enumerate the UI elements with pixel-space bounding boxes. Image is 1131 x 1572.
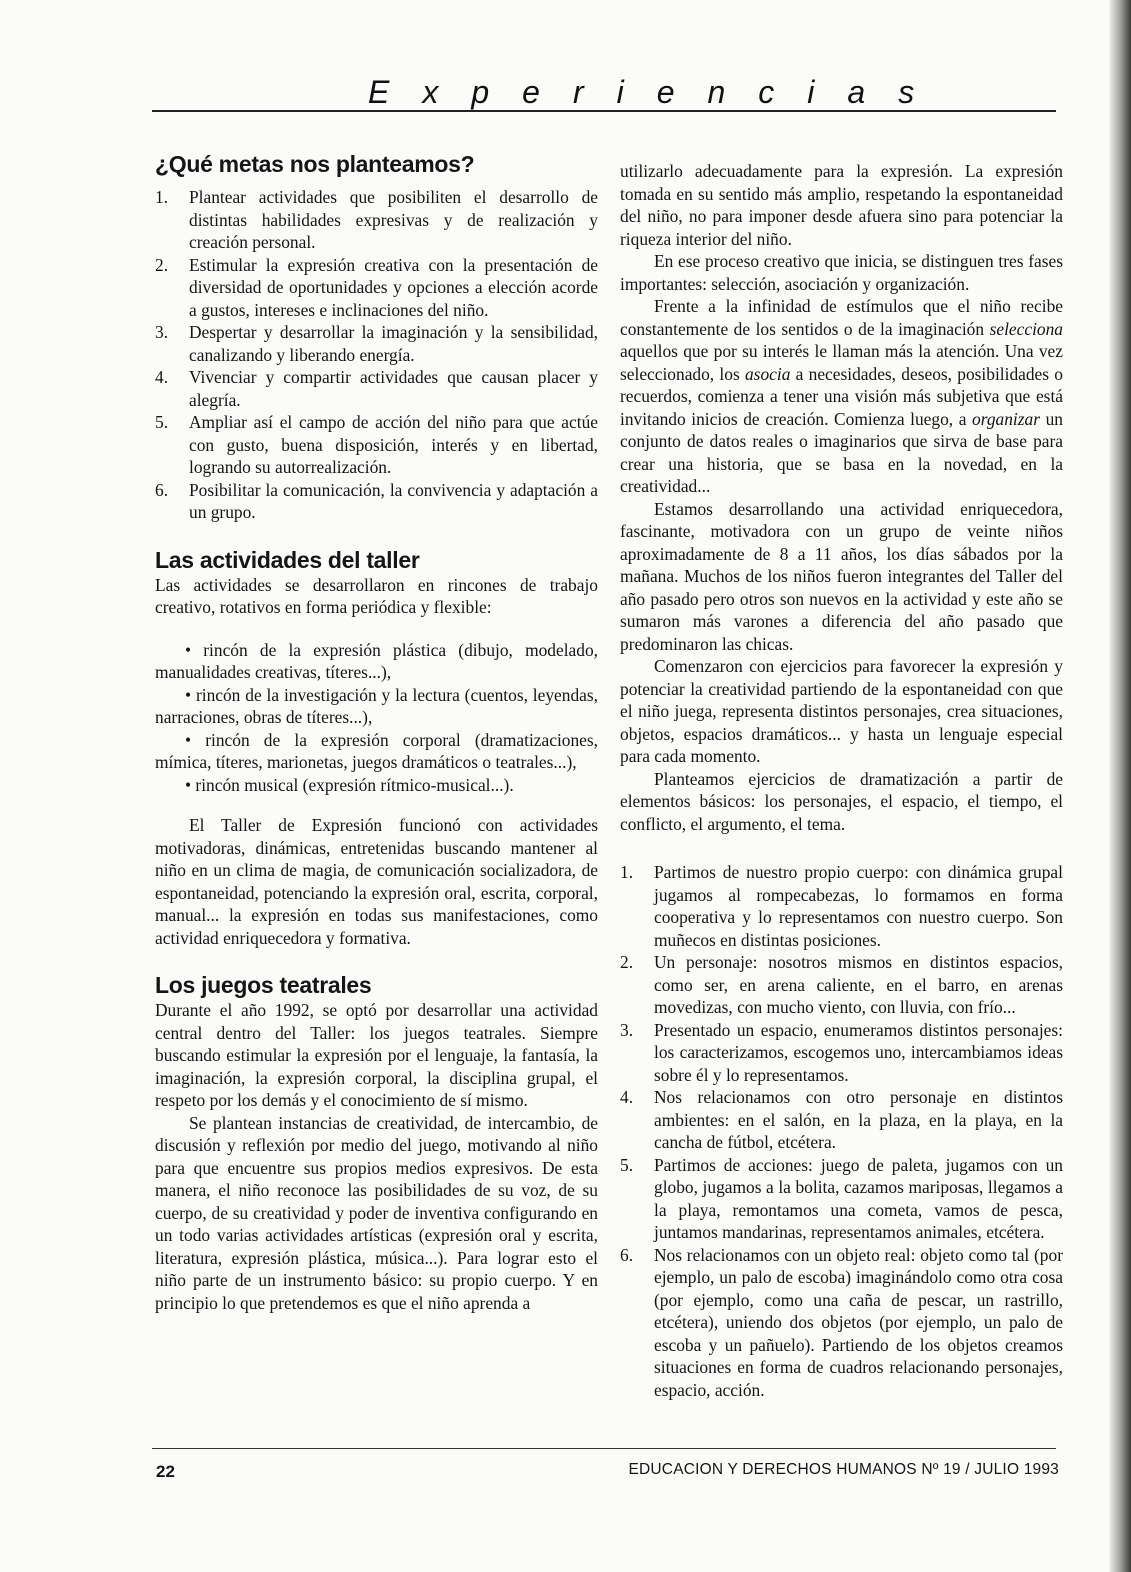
exercise-number: 2. [620, 952, 634, 972]
stimuli-text: un conjunto de datos reales o imaginarios que sirva de base para crear una historia, que se basa en la novedad, en la creatividad... [620, 408, 1063, 496]
goal-text: Ampliar así el campo de acción del niño para que actúe con gusto, buena disposición, interés y en libertad, logrando su autorrealización. [189, 412, 598, 477]
taller-paragraph: El Taller de Expresión funcionó con actividades motivadoras, dinámicas, entretenidas buscando mantener al niño en un clima de magia, de comunicación socializadora, de espontaneidad, potenciando la expresión oral, escrita, corporal, manual... la expresión en todas sus manifestaciones, como actividad enriquecedora y formativa. [155, 815, 598, 948]
footer-rule [152, 1448, 1056, 1449]
stimuli-text: a necesidades, deseos, posibilidades o recuerdos, comienza a tener una visión más subjetiva que está invitando inicios de creación. Comienza luego, a [620, 363, 1063, 429]
section-title-text: Experiencias [368, 74, 948, 110]
page-edge-shadow [1109, 0, 1131, 1572]
activities-heading: Las actividades del taller [155, 546, 420, 573]
rincon-item: • rincón musical (expresión rítmico-musical...). [185, 774, 514, 795]
rincon-item: • rincón de la investigación y la lectura (cuentos, leyendas, narraciones, obras de títeres...), [155, 684, 598, 727]
exercises-list [620, 861, 1063, 1401]
goal-text: Posibilitar la comunicación, la convivencia y adaptación a un grupo. [189, 479, 598, 522]
exercise-text: Nos relacionamos con un objeto real: objeto como tal (por ejemplo, un palo de escoba) imaginándolo como otra cosa (por ejemplo, como una caña de pescar, un rastrillo, etcétera), uniendo dos objetos (por ejemplo, un palo de escoba y un pañuelo). Partiendo de los objetos creamos situaciones en forma de cuadros relacionando personajes, espacio, acción. [654, 1244, 1063, 1400]
group-paragraph: Estamos desarrollando una actividad enriquecedora, fascinante, motivadora con un grupo de veinte niños aproximadamente de 8 a 11 años, los días sábados por la mañana. Muchos de los niños fueron integrantes del Taller del año pasado pero otros son nuevos en la actividad y este año se sumaron más varones a diferencia del año pasado que predominaron las chicas. [620, 498, 1063, 654]
goal-number: 5. [155, 412, 169, 432]
goal-item [155, 321, 598, 366]
games-paragraph-2: Se plantean instancias de creatividad, de intercambio, de discusión y reflexión por medio del juego, motivando al niño para que encuentre sus propios medios expresivos. De esta manera, el niño reconoce las posibilidades de su voz, de su cuerpo, de su creatividad y poder de inventiva configurando en un todo varias actividades artísticas (expresión oral y escrita, literatura, expresión plástica, música...). Para lograr esto el niño parte de un instrumento básico: su propio cuerpo. Y en principio lo que pretendemos es que el niño aprenda a [155, 1112, 598, 1313]
goals-heading: ¿Qué metas nos planteamos? [155, 151, 475, 177]
exercise-text: Partimos de acciones: juego de paleta, jugamos con un globo, jugamos a la bolita, cazamos mariposas, llegamos a la playa, remontamos una cometa, vamos de pesca, juntamos mandarinas, representamos animales, etcétera. [654, 1154, 1063, 1242]
right-column [620, 160, 1063, 1401]
exercise-number: 3. [620, 1019, 634, 1040]
activities-intro: Las actividades se desarrollaron en rincones de trabajo creativo, rotativos en forma periódica y flexible: [155, 574, 598, 617]
goal-number: 2. [155, 254, 169, 275]
stimuli-paragraph [620, 295, 1063, 498]
section-title [368, 72, 948, 112]
goal-text: Vivenciar y compartir actividades que causan placer y alegría. [189, 367, 598, 410]
goal-text: Estimular la expresión creativa con la presentación de diversidad de oportunidades y opciones a elección acorde a gustos, intereses e inclinaciones del niño. [189, 254, 598, 320]
rincon-item: • rincón de la expresión corporal (dramatizaciones, mímica, títeres, marionetas, juegos dramáticos o teatrales...), [155, 729, 598, 772]
games-paragraph-1: Durante el año 1992, se optó por desarrollar una actividad central dentro del Taller: los juegos teatrales. Siempre buscando estimular la expresión por el lenguaje, la fantasía, la imaginación, la expresión corporal, la disciplina grupal, el respeto por los demás y el conocimiento de sí mismo. [155, 1000, 598, 1110]
exercise-text: Nos relacionamos con otro personaje en distintos ambientes: en el salón, en la plaza, en la playa, en la cancha de fútbol, etcétera. [654, 1087, 1063, 1152]
goals-list [155, 186, 598, 524]
goal-number: 6. [155, 479, 169, 500]
page-number: 22 [156, 1462, 175, 1481]
goal-number: 1. [155, 187, 169, 207]
dramatization-paragraph: Planteamos ejercicios de dramatización a partir de elementos básicos: los personajes, el espacio, el tiempo, el conflicto, el argumento, el tema. [620, 768, 1063, 834]
goal-item [155, 479, 598, 524]
exercise-item [620, 1086, 1063, 1154]
goal-number: 3. [155, 322, 169, 342]
stimuli-text: aquellos que por su interés le llaman más la atención. Una vez seleccionado, los [620, 341, 1063, 384]
goal-text: Plantear actividades que posibiliten el desarrollo de distintas habilidades expresivas y de realización y creación personal. [189, 187, 598, 252]
goal-item [155, 186, 598, 254]
exercise-number: 6. [620, 1244, 634, 1265]
exercises-intro-paragraph: Comenzaron con ejercicios para favorecer la expresión y potenciar la creatividad partiendo de la espontaneidad con que el niño juega, representa distintos personajes, crea situaciones, objetos, espacios dramáticos... y hasta un lenguaje especial para cada momento. [620, 656, 1063, 766]
exercise-item [620, 861, 1063, 951]
rincones-list [155, 639, 598, 797]
emphasis-organizar: organizar [972, 408, 1040, 429]
goal-number: 4. [155, 367, 169, 387]
exercise-text: Un personaje: nosotros mismos en distintos espacios, como ser, en arena caliente, en el barro, en arenas movedizas, con mucho viento, con lluvia, con frío... [654, 952, 1063, 1017]
header-rule [152, 110, 1056, 112]
goal-item [155, 254, 598, 322]
exercise-number: 1. [620, 862, 634, 882]
continuation-paragraph: utilizarlo adecuadamente para la expresión. La expresión tomada en su sentido más amplio, respetando la espontaneidad del niño, no para imponer desde afuera sino para potenciar la riqueza interior del niño. [620, 161, 1063, 249]
exercise-text: Partimos de nuestro propio cuerpo: con dinámica grupal jugamos al rompecabezas, lo formamos en forma cooperativa y lo representamos con nuestro cuerpo. Son muñecos en distintas posiciones. [654, 862, 1063, 950]
emphasis-asocia: asocia [744, 363, 791, 384]
exercise-item [620, 1244, 1063, 1402]
emphasis-selecciona: selecciona [989, 318, 1063, 339]
exercise-number: 4. [620, 1087, 634, 1107]
exercise-item [620, 951, 1063, 1019]
games-heading: Los juegos teatrales [155, 972, 372, 998]
exercise-number: 5. [620, 1154, 634, 1175]
spacer [620, 835, 1063, 861]
goal-item [155, 411, 598, 479]
stimuli-text: Frente a la infinidad de estímulos que el niño recibe constantemente de los sentidos o de la imaginación [620, 296, 1063, 339]
rincon-item: • rincón de la expresión plástica (dibujo, modelado, manualidades creativas, títeres...), [155, 639, 598, 682]
phases-paragraph: En ese proceso creativo que inicia, se distinguen tres fases importantes: selección, asociación y organización. [620, 251, 1063, 294]
exercise-item [620, 1019, 1063, 1087]
goal-text: Despertar y desarrollar la imaginación y la sensibilidad, canalizando y liberando energía. [189, 322, 598, 365]
journal-footer: EDUCACION Y DERECHOS HUMANOS Nº 19 / JULIO 1993 [628, 1461, 1059, 1478]
exercise-item [620, 1154, 1063, 1244]
spacer [155, 796, 598, 814]
goal-item [155, 366, 598, 411]
left-column [155, 150, 598, 1314]
exercise-text: Presentado un espacio, enumeramos distintos personajes: los caracterizamos, escogemos uno, intercambiamos ideas sobre él y lo representamos. [654, 1019, 1063, 1085]
